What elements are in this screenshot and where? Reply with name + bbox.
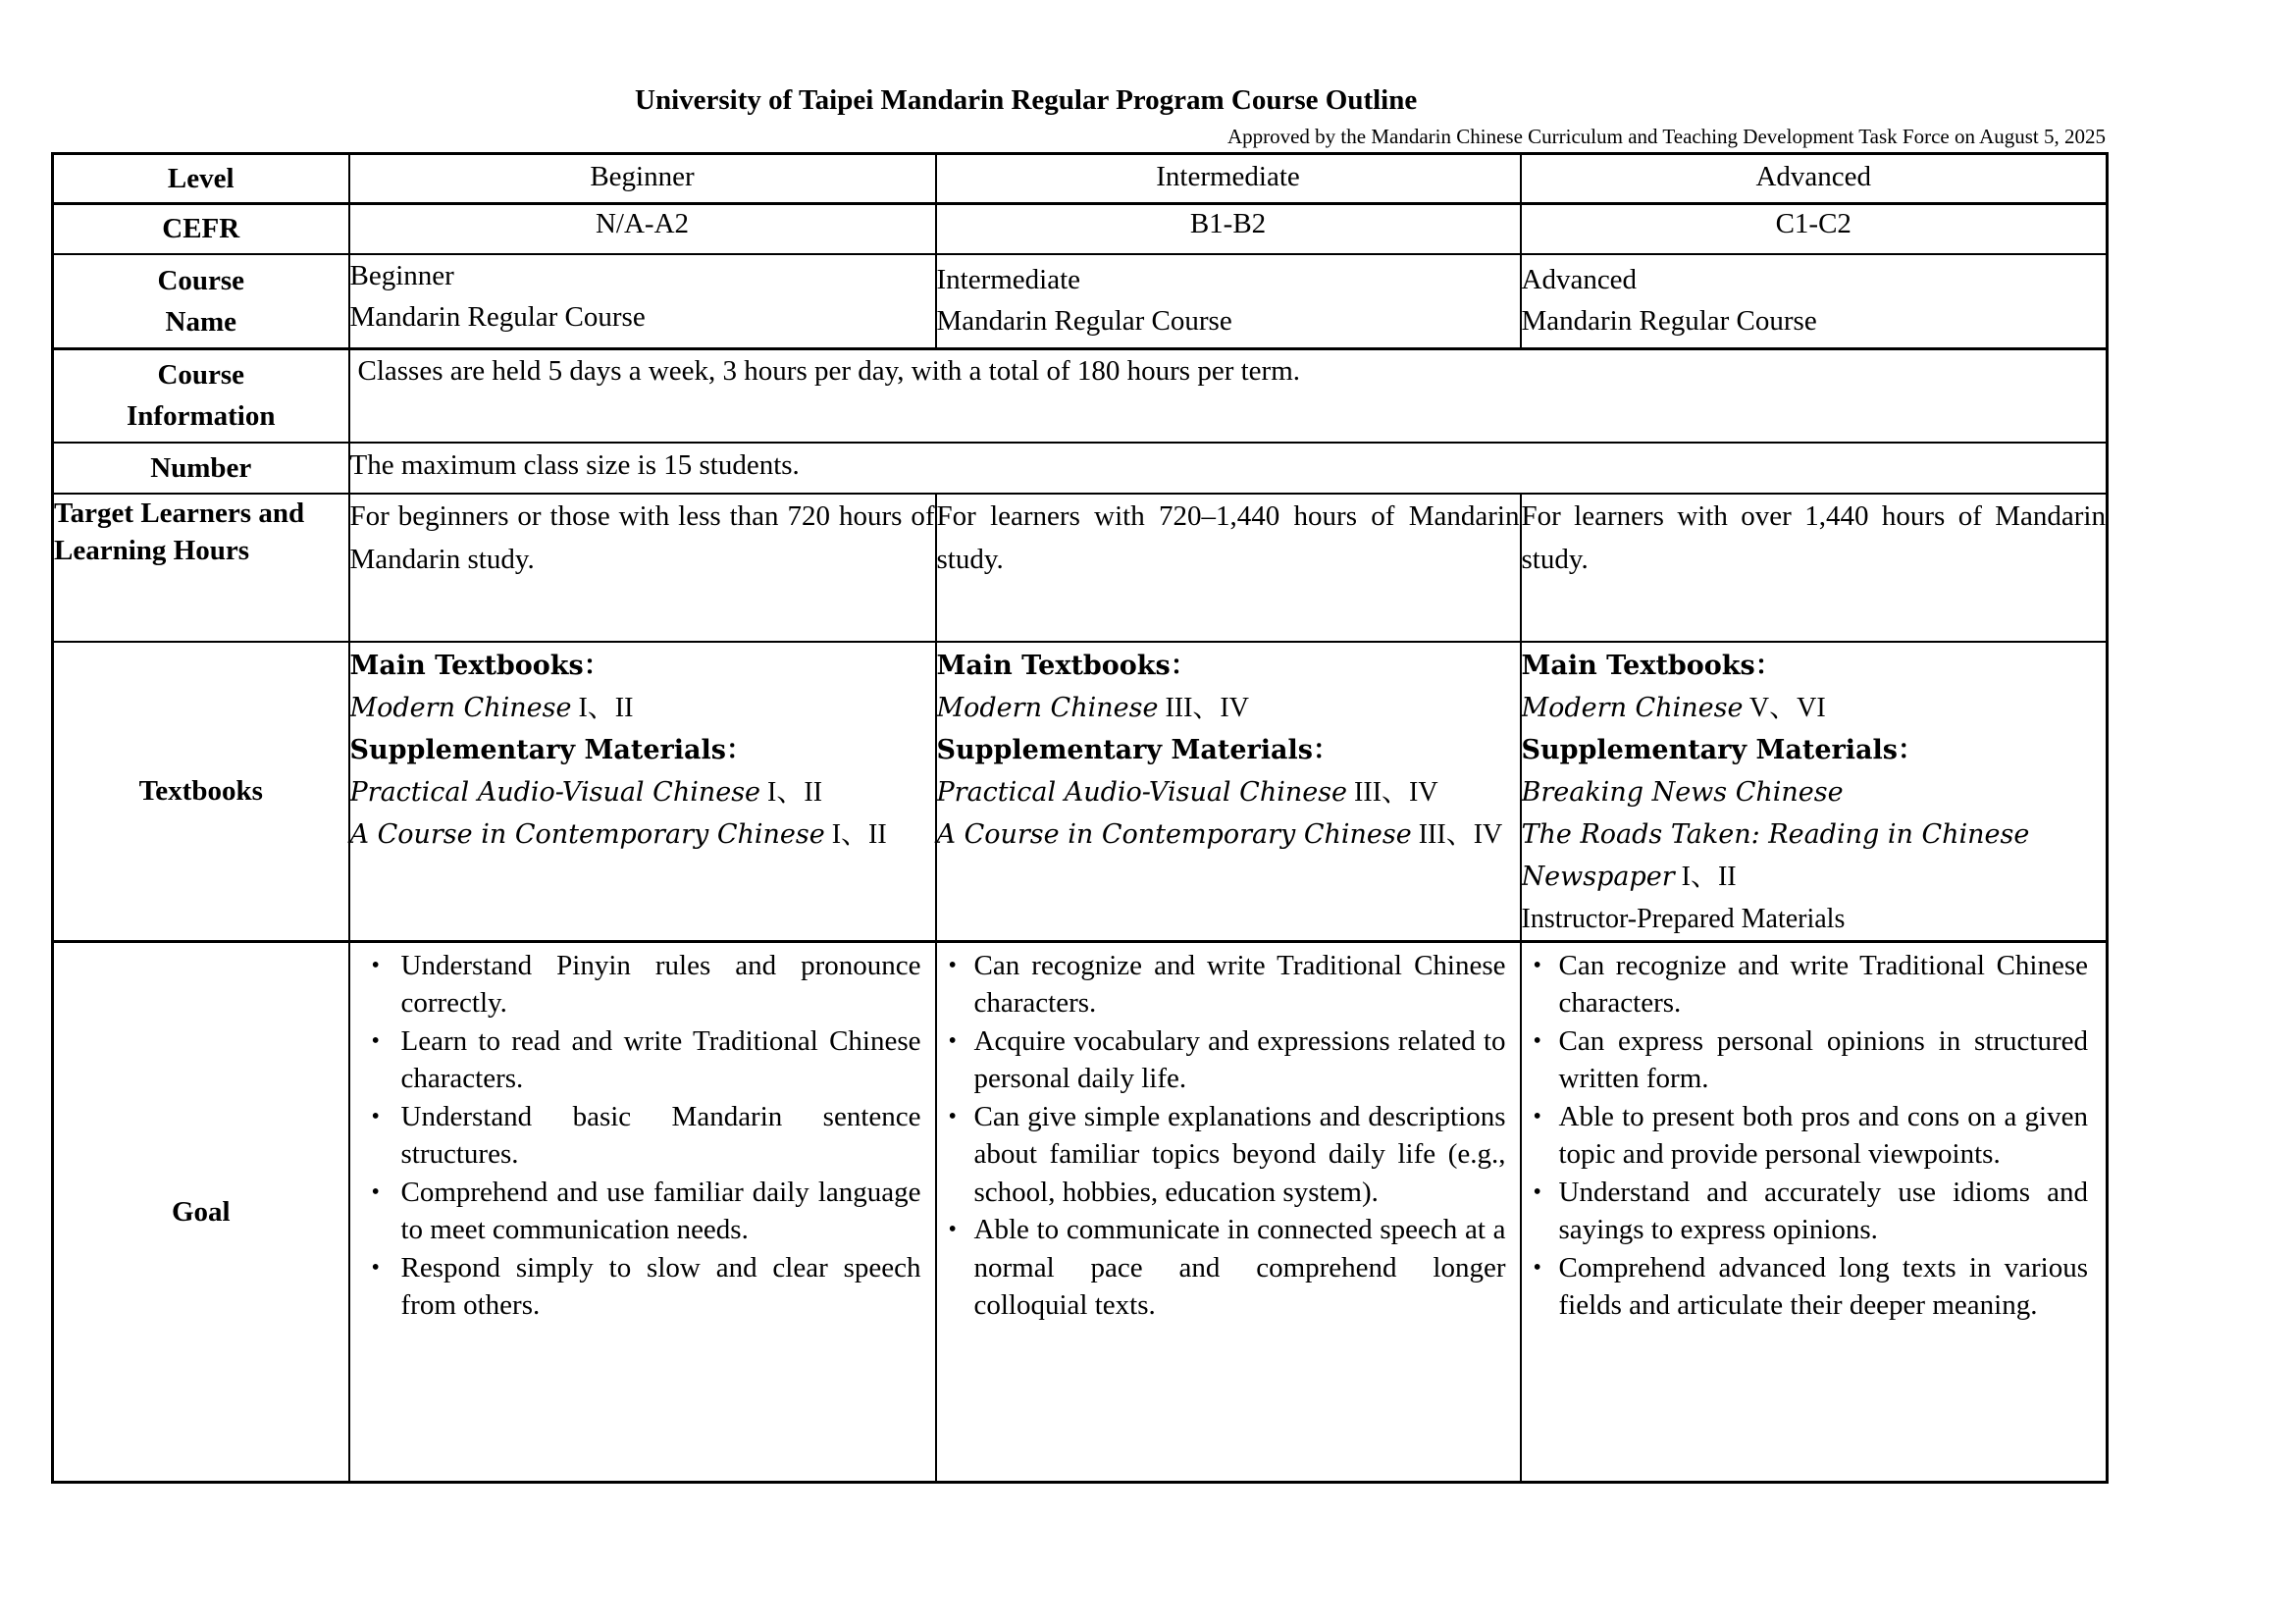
book-volumes: III、IV xyxy=(1347,776,1438,808)
book-title: A Course in Contemporary Chinese xyxy=(349,818,825,850)
course-name-line1: Beginner xyxy=(349,259,454,291)
bullet-icon: • xyxy=(1533,1254,1541,1281)
goal-text: Able to present both pros and cons on a given topic and provide personal viewpoints. xyxy=(1558,1100,2088,1170)
goal-list xyxy=(350,943,935,1325)
textbooks-beginner xyxy=(349,642,936,942)
bullet-icon: • xyxy=(1533,1179,1541,1205)
main-textbooks-heading: Main Textbooks： xyxy=(936,650,1197,681)
textbooks-advanced xyxy=(1521,642,2108,942)
cefr-advanced: C1-C2 xyxy=(1521,204,2108,254)
label-course-name xyxy=(53,254,349,349)
course-name-beginner xyxy=(349,254,936,349)
book-volumes: Instructor-Prepared Materials xyxy=(1521,903,1846,934)
supplementary-item xyxy=(937,813,1520,856)
main-textbook-item xyxy=(350,687,935,729)
label-level: Level xyxy=(53,154,349,204)
row-goal xyxy=(53,941,2108,1482)
goal-item xyxy=(1526,1098,2089,1174)
book-title: Modern Chinese xyxy=(349,692,572,723)
target-intermediate: For learners with 720–1,440 hours of Mandarin study. xyxy=(936,494,1521,642)
label-course-name-line1: Course xyxy=(157,264,245,296)
goal-text: Learn to read and write Traditional Chinese characters. xyxy=(400,1024,921,1094)
level-intermediate: Intermediate xyxy=(936,154,1521,204)
book-volumes: V、VI xyxy=(1743,692,1826,723)
goal-item xyxy=(941,1022,1506,1098)
goal-text: Can express personal opinions in structured written form. xyxy=(1558,1024,2088,1094)
row-textbooks xyxy=(53,642,2108,942)
goal-item xyxy=(364,1022,921,1098)
goal-list xyxy=(1522,943,2107,1325)
book-title: Practical Audio-Visual Chinese xyxy=(936,776,1348,808)
main-textbook-item xyxy=(937,687,1520,729)
goal-list xyxy=(937,943,1520,1325)
course-name-line1: Advanced xyxy=(1521,263,1638,295)
supplementary-item xyxy=(937,771,1520,813)
goal-text: Able to communicate in connected speech at a normal pace and comprehend longer colloquial texts. xyxy=(973,1214,1506,1321)
bullet-icon: • xyxy=(371,1103,380,1129)
goal-item xyxy=(364,1249,921,1325)
main-textbook-item xyxy=(1522,687,2107,729)
course-outline-table xyxy=(51,152,2109,1484)
goal-item xyxy=(941,1211,1506,1325)
main-textbooks-heading: Main Textbooks： xyxy=(349,650,610,681)
supplementary-item xyxy=(1522,771,2107,813)
supplementary-item xyxy=(1522,898,2107,940)
label-course-name-line2: Name xyxy=(165,305,236,338)
goal-item xyxy=(1526,1249,2089,1325)
book-volumes: I、II xyxy=(824,818,887,850)
goal-item xyxy=(364,1174,921,1249)
supplementary-item xyxy=(1522,813,2107,898)
row-cefr xyxy=(53,204,2108,254)
book-title: Modern Chinese xyxy=(936,692,1159,723)
document-title: University of Taipei Mandarin Regular Program Course Outline xyxy=(635,84,1418,116)
label-cefr: CEFR xyxy=(53,204,349,254)
goal-text: Can recognize and write Traditional Chinese characters. xyxy=(1558,949,2088,1019)
book-title: The Roads Taken: Reading in Chinese Newspaper xyxy=(1521,818,2030,892)
book-volumes: I、II xyxy=(1674,861,1737,892)
cefr-intermediate: B1-B2 xyxy=(936,204,1521,254)
bullet-icon: • xyxy=(948,1103,957,1129)
target-beginner: For beginners or those with less than 720 hours of Mandarin study. xyxy=(349,494,936,642)
goal-item xyxy=(941,1098,1506,1212)
bullet-icon: • xyxy=(371,1027,380,1054)
bullet-icon: • xyxy=(948,1217,957,1242)
goal-text: Respond simply to slow and clear speech from others. xyxy=(400,1251,921,1321)
course-name-line2: Mandarin Regular Course xyxy=(1521,304,1817,337)
course-name-advanced xyxy=(1521,254,2108,349)
supplementary-item xyxy=(350,813,935,856)
supplementary-item xyxy=(350,771,935,813)
row-course-name xyxy=(53,254,2108,349)
label-target-learners xyxy=(53,494,349,642)
goal-item xyxy=(1526,947,2089,1022)
bullet-icon: • xyxy=(1533,1103,1541,1129)
goal-text: Understand Pinyin rules and pronounce correctly. xyxy=(400,949,921,1019)
course-name-line2: Mandarin Regular Course xyxy=(349,300,646,333)
target-advanced: For learners with over 1,440 hours of Mandarin study. xyxy=(1521,494,2108,642)
supplementary-heading: Supplementary Materials： xyxy=(936,734,1339,765)
course-name-line1: Intermediate xyxy=(936,263,1081,295)
goal-item xyxy=(364,947,921,1022)
row-course-information xyxy=(53,349,2108,443)
level-beginner: Beginner xyxy=(349,154,936,204)
bullet-icon: • xyxy=(1533,1027,1541,1054)
bullet-icon: • xyxy=(948,1027,957,1054)
goal-text: Can give simple explanations and descriptions about familiar topics beyond daily life (e.g., school, hobbies, education system). xyxy=(973,1100,1506,1208)
goal-text: Understand basic Mandarin sentence structures. xyxy=(400,1100,921,1170)
goal-item xyxy=(941,947,1506,1022)
bullet-icon: • xyxy=(1533,952,1541,978)
goal-text: Can recognize and write Traditional Chinese characters. xyxy=(973,949,1506,1019)
course-name-line2: Mandarin Regular Course xyxy=(936,304,1232,337)
goal-item xyxy=(1526,1174,2089,1249)
book-volumes: I、II xyxy=(760,776,823,808)
label-course-information xyxy=(53,349,349,443)
course-information-text: Classes are held 5 days a week, 3 hours per day, with a total of 180 hours per term. xyxy=(349,349,2108,443)
label-textbooks: Textbooks xyxy=(53,642,349,942)
label-course-info-line1: Course xyxy=(157,359,245,392)
approval-note: Approved by the Mandarin Chinese Curriculum and Teaching Development Task Force on August 5, 2025 xyxy=(1226,125,2106,148)
bullet-icon: • xyxy=(371,1254,380,1281)
cefr-beginner: N/A-A2 xyxy=(349,204,936,254)
goals-advanced xyxy=(1521,941,2108,1482)
label-goal: Goal xyxy=(53,941,349,1482)
course-name-intermediate xyxy=(936,254,1521,349)
label-number: Number xyxy=(53,443,349,494)
label-course-info-line2: Information xyxy=(127,400,276,433)
textbooks-intermediate xyxy=(936,642,1521,942)
goal-text: Comprehend and use familiar daily language to meet communication needs. xyxy=(400,1176,921,1245)
goal-text: Understand and accurately use idioms and sayings to express opinions. xyxy=(1558,1176,2088,1245)
bullet-icon: • xyxy=(371,1179,380,1205)
label-target-line1: Target Learners and xyxy=(54,497,305,529)
book-volumes: I、II xyxy=(571,692,634,723)
goals-intermediate xyxy=(936,941,1521,1482)
book-title: Modern Chinese xyxy=(1521,692,1744,723)
supplementary-heading: Supplementary Materials： xyxy=(1521,734,1924,765)
row-level xyxy=(53,154,2108,204)
goal-text: Acquire vocabulary and expressions related to personal daily life. xyxy=(973,1024,1506,1094)
book-title: Practical Audio-Visual Chinese xyxy=(349,776,761,808)
label-target-line2: Learning Hours xyxy=(54,534,249,566)
book-title: Breaking News Chinese xyxy=(1521,776,1844,808)
goal-item xyxy=(364,1098,921,1174)
goal-text: Comprehend advanced long texts in various fields and articulate their deeper meaning. xyxy=(1558,1251,2088,1321)
bullet-icon: • xyxy=(948,952,957,978)
level-advanced: Advanced xyxy=(1521,154,2108,204)
bullet-icon: • xyxy=(371,952,380,978)
book-volumes: III、IV xyxy=(1411,818,1503,850)
goals-beginner xyxy=(349,941,936,1482)
book-volumes: III、IV xyxy=(1158,692,1249,723)
main-textbooks-heading: Main Textbooks： xyxy=(1521,650,1782,681)
supplementary-heading: Supplementary Materials： xyxy=(349,734,753,765)
book-title: A Course in Contemporary Chinese xyxy=(936,818,1412,850)
number-text: The maximum class size is 15 students. xyxy=(349,443,2108,494)
row-number xyxy=(53,443,2108,494)
row-target-learners xyxy=(53,494,2108,642)
goal-item xyxy=(1526,1022,2089,1098)
